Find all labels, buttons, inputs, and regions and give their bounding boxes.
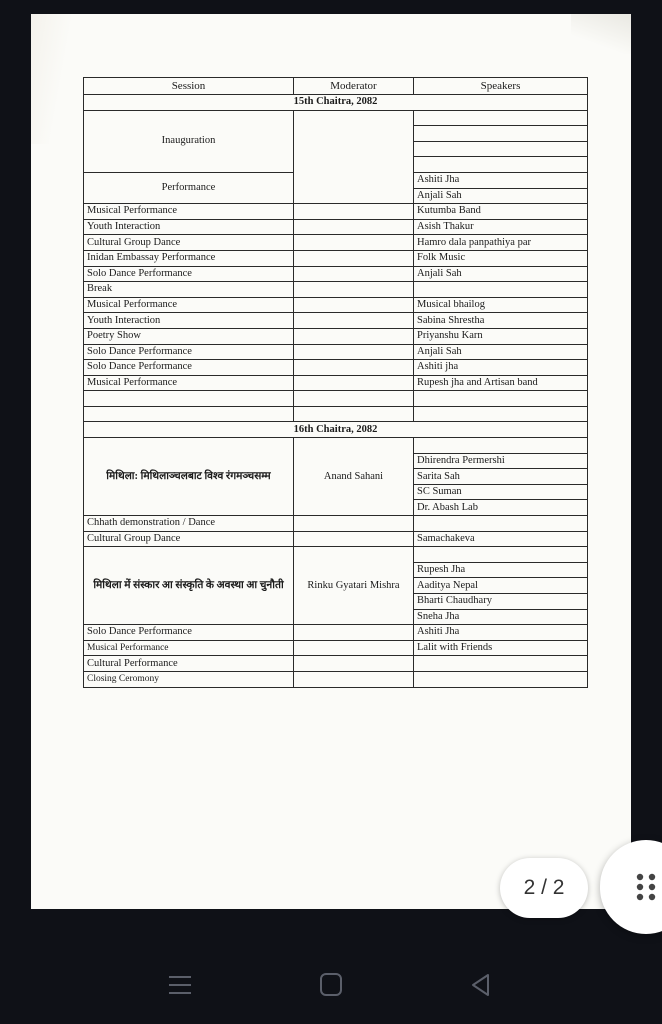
home-icon[interactable] — [316, 972, 346, 998]
moderator-cell — [294, 640, 414, 656]
speaker-cell: Anjali Sah — [414, 188, 588, 204]
moderator-cell — [294, 406, 414, 422]
schedule-table — [83, 77, 588, 688]
moderator-cell — [294, 360, 414, 376]
speaker-cell — [414, 656, 588, 672]
moderator-cell — [294, 219, 414, 235]
session-cell: Cultural Performance — [84, 656, 294, 672]
session-cell: Solo Dance Performance — [84, 266, 294, 282]
paper-shadow — [571, 14, 631, 54]
moderator-cell — [294, 391, 414, 407]
table-row — [84, 406, 588, 422]
day1-moderator-cell — [294, 110, 414, 204]
header-session: Session — [84, 78, 294, 95]
session-cell: Musical Performance — [84, 204, 294, 220]
moderator-cell — [294, 204, 414, 220]
performance-cell: Performance — [84, 172, 294, 203]
speaker-cell: Dr. Abash Lab — [414, 500, 588, 516]
speaker-cell — [414, 110, 588, 126]
speaker-cell: Priyanshu Karn — [414, 328, 588, 344]
moderator-cell — [294, 313, 414, 329]
session-cell: Break — [84, 282, 294, 298]
speaker-cell: Musical bhailog — [414, 297, 588, 313]
speaker-cell: Folk Music — [414, 250, 588, 266]
session-cell: Cultural Group Dance — [84, 235, 294, 251]
table-row — [84, 671, 588, 687]
inauguration-cell: Inauguration — [84, 110, 294, 172]
moderator-cell — [294, 235, 414, 251]
moderator-cell — [294, 297, 414, 313]
panel1-session-cell: मिथिला: मिथिलाञ्चलबाट विश्व रंगमञ्चसम्म — [84, 438, 294, 516]
table-row — [84, 266, 588, 282]
moderator-cell — [294, 328, 414, 344]
speaker-cell — [414, 141, 588, 157]
session-cell: Poetry Show — [84, 328, 294, 344]
moderator-cell — [294, 625, 414, 641]
session-cell: Solo Dance Performance — [84, 344, 294, 360]
speaker-cell: Rupesh jha and Artisan band — [414, 375, 588, 391]
speaker-cell: Aaditya Nepal — [414, 578, 588, 594]
session-cell: Musical Performance — [84, 640, 294, 656]
speaker-cell: Rupesh Jha — [414, 562, 588, 578]
table-row — [84, 640, 588, 656]
grid-icon — [636, 873, 658, 901]
top-bar — [0, 0, 662, 14]
panel2-moderator-cell: Rinku Gyatari Mishra — [294, 547, 414, 625]
speaker-cell: Bharti Chaudhary — [414, 594, 588, 610]
table-row — [84, 313, 588, 329]
speaker-cell — [414, 438, 588, 454]
moderator-cell — [294, 375, 414, 391]
speaker-cell: Sneha Jha — [414, 609, 588, 625]
moderator-cell — [294, 671, 414, 687]
session-cell: Musical Performance — [84, 297, 294, 313]
speaker-cell: Ashiti Jha — [414, 625, 588, 641]
panel2-session-cell: मिथिला में संस्कार आ संस्कृति के अवस्था आ चुनौती — [84, 547, 294, 625]
table-row — [84, 204, 588, 220]
moderator-cell — [294, 656, 414, 672]
speaker-cell: Anjali Sah — [414, 344, 588, 360]
speaker-cell: Sabina Shrestha — [414, 313, 588, 329]
table-row — [84, 360, 588, 376]
speaker-cell — [414, 157, 588, 173]
table-row — [84, 344, 588, 360]
table-row — [84, 625, 588, 641]
table-header-row — [84, 78, 588, 95]
speaker-cell — [414, 671, 588, 687]
speaker-cell — [414, 282, 588, 298]
speaker-cell: Samachakeva — [414, 531, 588, 547]
session-cell — [84, 391, 294, 407]
speaker-cell — [414, 516, 588, 532]
session-cell: Solo Dance Performance — [84, 360, 294, 376]
speaker-cell: Sarita Sah — [414, 469, 588, 485]
day1-title: 15th Chaitra, 2082 — [84, 95, 588, 111]
moderator-cell — [294, 516, 414, 532]
speaker-cell: Lalit with Friends — [414, 640, 588, 656]
speaker-cell: Ashiti Jha — [414, 172, 588, 188]
table-row — [84, 328, 588, 344]
system-navigation-bar — [0, 944, 662, 1024]
session-cell: Youth Interaction — [84, 313, 294, 329]
speaker-cell: Asish Thakur — [414, 219, 588, 235]
session-cell: Solo Dance Performance — [84, 625, 294, 641]
table-row — [84, 391, 588, 407]
speaker-cell: Hamro dala panpathiya par — [414, 235, 588, 251]
table-row — [84, 282, 588, 298]
table-row — [84, 516, 588, 532]
session-cell: Closing Ceromony — [84, 671, 294, 687]
moderator-cell — [294, 344, 414, 360]
panel1-moderator-cell: Anand Sahani — [294, 438, 414, 516]
paper-fold — [31, 14, 79, 144]
session-cell: Youth Interaction — [84, 219, 294, 235]
speaker-cell — [414, 126, 588, 142]
session-cell: Inidan Embassay Performance — [84, 250, 294, 266]
speaker-cell: SC Suman — [414, 484, 588, 500]
speaker-cell — [414, 547, 588, 563]
moderator-cell — [294, 250, 414, 266]
session-cell — [84, 406, 294, 422]
table-row — [84, 297, 588, 313]
header-moderator: Moderator — [294, 78, 414, 95]
day2-title: 16th Chaitra, 2082 — [84, 422, 588, 438]
table-row — [84, 250, 588, 266]
session-cell: Cultural Group Dance — [84, 531, 294, 547]
speaker-cell — [414, 406, 588, 422]
moderator-cell — [294, 266, 414, 282]
session-cell: Chhath demonstration / Dance — [84, 516, 294, 532]
document-page[interactable] — [31, 14, 631, 909]
table-row — [84, 219, 588, 235]
session-cell: Musical Performance — [84, 375, 294, 391]
moderator-cell — [294, 531, 414, 547]
table-row — [84, 656, 588, 672]
back-icon[interactable] — [466, 972, 496, 998]
speaker-cell: Anjali Sah — [414, 266, 588, 282]
moderator-cell — [294, 282, 414, 298]
speaker-cell: Dhirendra Permershi — [414, 453, 588, 469]
speaker-cell: Kutumba Band — [414, 204, 588, 220]
menu-icon[interactable] — [166, 972, 196, 998]
table-row — [84, 235, 588, 251]
table-row — [84, 375, 588, 391]
speaker-cell: Ashiti jha — [414, 360, 588, 376]
page-indicator[interactable]: 2 / 2 — [500, 858, 588, 918]
speaker-cell — [414, 391, 588, 407]
table-row — [84, 531, 588, 547]
header-speakers: Speakers — [414, 78, 588, 95]
